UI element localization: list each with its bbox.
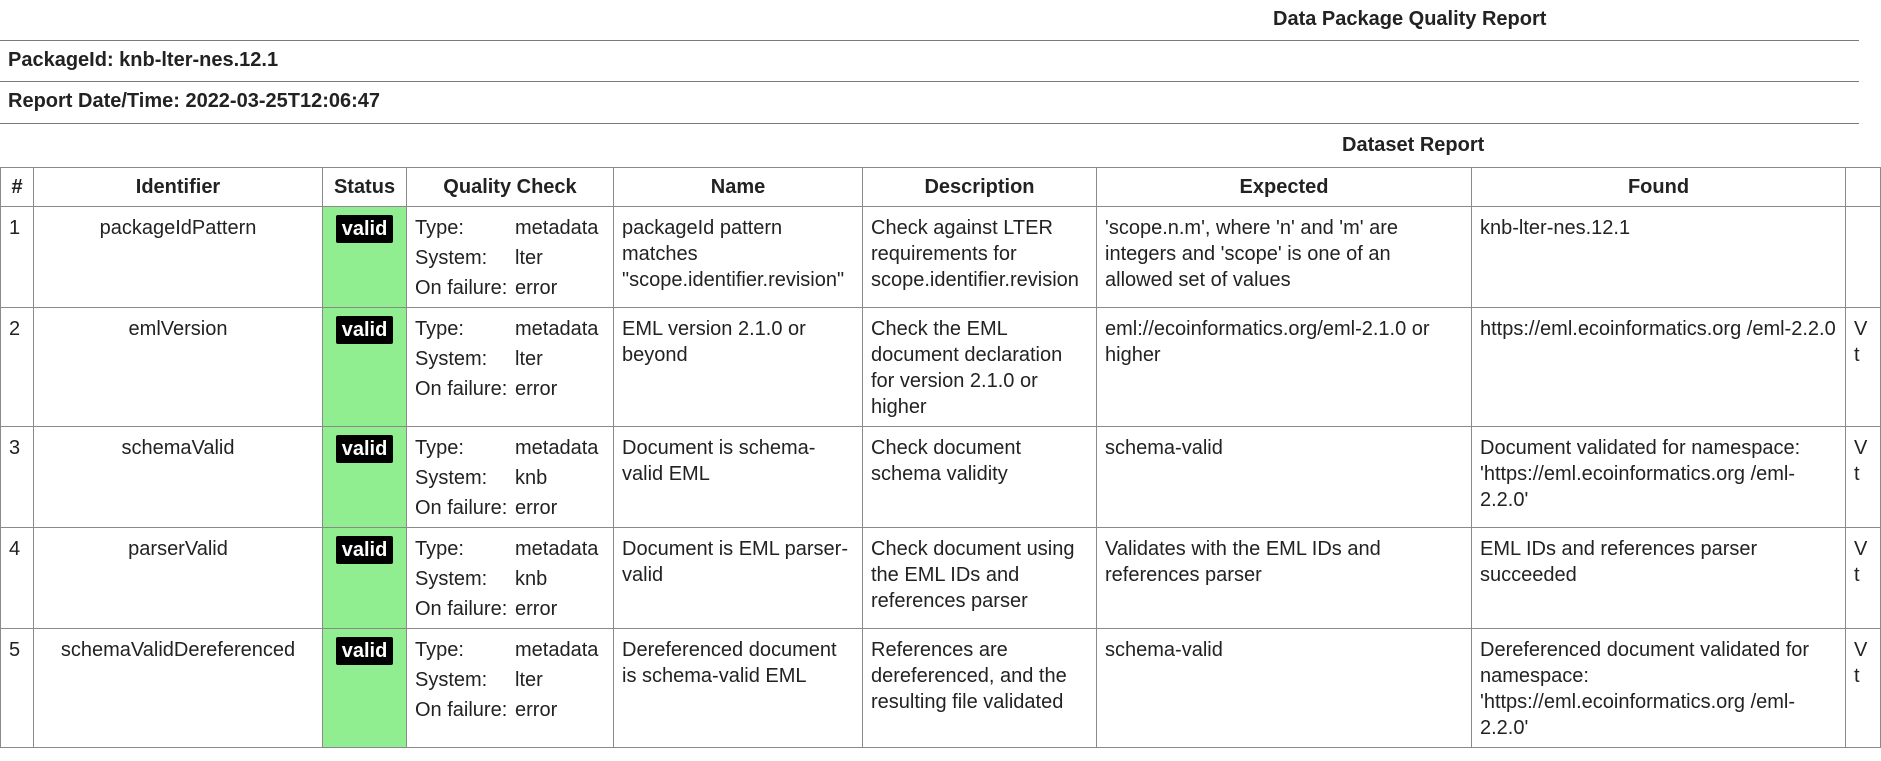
row-extra: V t xyxy=(1846,528,1881,629)
qc-on-failure-value: error xyxy=(515,598,558,620)
report-title: Data Package Quality Report xyxy=(1273,8,1547,30)
column-header-found: Found xyxy=(1472,168,1846,207)
qc-system-label: System: xyxy=(415,247,488,269)
qc-type-label: Type: xyxy=(415,217,464,239)
qc-system-label: System: xyxy=(415,568,488,590)
row-extra: V t xyxy=(1846,629,1881,748)
row-description: Check document using the EML IDs and references parser xyxy=(863,528,1097,629)
quality-report-table xyxy=(0,167,1881,748)
row-extra: V t xyxy=(1846,308,1881,427)
row-identifier: emlVersion xyxy=(34,308,323,427)
row-found: Dereferenced document validated for namespace: 'https://eml.ecoinformatics.org /eml-2.2.0' xyxy=(1472,629,1846,748)
quality-check-cell xyxy=(407,629,614,748)
row-identifier: parserValid xyxy=(34,528,323,629)
qc-type-value: metadata xyxy=(515,639,599,661)
row-extra xyxy=(1846,207,1881,308)
status-cell xyxy=(323,207,407,308)
qc-type-label: Type: xyxy=(415,318,464,340)
table-row xyxy=(1,528,1881,629)
qc-on-failure-label: On failure: xyxy=(415,378,508,400)
row-description: Check against LTER requirements for scope.identifier.revision xyxy=(863,207,1097,308)
status-badge: valid xyxy=(336,536,394,564)
qc-on-failure-value: error xyxy=(515,277,558,299)
row-number: 1 xyxy=(1,207,34,308)
table-header-row xyxy=(1,168,1881,207)
row-name: EML version 2.1.0 or beyond xyxy=(614,308,863,427)
column-header-quality-check: Quality Check xyxy=(407,168,614,207)
qc-type-label: Type: xyxy=(415,639,464,661)
quality-check-cell xyxy=(407,207,614,308)
qc-system-value: lter xyxy=(515,669,543,691)
status-cell xyxy=(323,427,407,528)
package-id-line: PackageId: knb-lter-nes.12.1 xyxy=(0,40,1859,80)
status-badge: valid xyxy=(336,637,394,665)
qc-type-value: metadata xyxy=(515,437,599,459)
qc-on-failure-label: On failure: xyxy=(415,277,508,299)
qc-type-value: metadata xyxy=(515,318,599,340)
row-name: Document is schema-valid EML xyxy=(614,427,863,528)
row-number: 3 xyxy=(1,427,34,528)
row-identifier: packageIdPattern xyxy=(34,207,323,308)
qc-on-failure-label: On failure: xyxy=(415,699,508,721)
qc-on-failure-value: error xyxy=(515,497,558,519)
status-cell xyxy=(323,308,407,427)
table-row xyxy=(1,629,1881,748)
section-header xyxy=(0,123,1859,168)
qc-system-value: knb xyxy=(515,467,548,489)
qc-type-label: Type: xyxy=(415,538,464,560)
status-badge: valid xyxy=(336,215,394,243)
status-cell xyxy=(323,528,407,629)
qc-type-value: metadata xyxy=(515,538,599,560)
row-name: Dereferenced document is schema-valid EML xyxy=(614,629,863,748)
row-identifier: schemaValid xyxy=(34,427,323,528)
qc-system-value: lter xyxy=(515,247,543,269)
qc-on-failure-value: error xyxy=(515,699,558,721)
status-badge: valid xyxy=(336,435,394,463)
row-number: 2 xyxy=(1,308,34,427)
table-row xyxy=(1,308,1881,427)
table-row xyxy=(1,427,1881,528)
row-expected: Validates with the EML IDs and references parser xyxy=(1097,528,1472,629)
qc-system-label: System: xyxy=(415,348,488,370)
quality-check-cell xyxy=(407,308,614,427)
qc-system-label: System: xyxy=(415,467,488,489)
column-header-name: Name xyxy=(614,168,863,207)
row-description: References are dereferenced, and the resulting file validated xyxy=(863,629,1097,748)
qc-on-failure-label: On failure: xyxy=(415,598,508,620)
row-description: Check the EML document declaration for version 2.1.0 or higher xyxy=(863,308,1097,427)
row-extra: V t xyxy=(1846,427,1881,528)
qc-type-label: Type: xyxy=(415,437,464,459)
column-header-extra xyxy=(1846,168,1881,207)
section-title: Dataset Report xyxy=(1342,134,1485,156)
row-expected: schema-valid xyxy=(1097,629,1472,748)
qc-on-failure-label: On failure: xyxy=(415,497,508,519)
column-header-expected: Expected xyxy=(1097,168,1472,207)
qc-type-value: metadata xyxy=(515,217,599,239)
quality-check-cell xyxy=(407,427,614,528)
qc-system-value: lter xyxy=(515,348,543,370)
row-description: Check document schema validity xyxy=(863,427,1097,528)
column-header-description: Description xyxy=(863,168,1097,207)
column-header-status: Status xyxy=(323,168,407,207)
column-header-identifier: Identifier xyxy=(34,168,323,207)
quality-check-cell xyxy=(407,528,614,629)
column-header-num: # xyxy=(1,168,34,207)
row-found: EML IDs and references parser succeeded xyxy=(1472,528,1846,629)
row-number: 4 xyxy=(1,528,34,629)
table-row xyxy=(1,207,1881,308)
row-name: packageId pattern matches "scope.identifier.revision" xyxy=(614,207,863,308)
status-cell xyxy=(323,629,407,748)
row-found: https://eml.ecoinformatics.org /eml-2.2.0 xyxy=(1472,308,1846,427)
row-name: Document is EML parser-valid xyxy=(614,528,863,629)
qc-system-label: System: xyxy=(415,669,488,691)
row-identifier: schemaValidDereferenced xyxy=(34,629,323,748)
row-number: 5 xyxy=(1,629,34,748)
qc-system-value: knb xyxy=(515,568,548,590)
row-expected: 'scope.n.m', where 'n' and 'm' are integers and 'scope' is one of an allowed set of values xyxy=(1097,207,1472,308)
report-date-line: Report Date/Time: 2022-03-25T12:06:47 xyxy=(0,81,1859,121)
row-found: knb-lter-nes.12.1 xyxy=(1472,207,1846,308)
row-found: Document validated for namespace: 'https://eml.ecoinformatics.org /eml-2.2.0' xyxy=(1472,427,1846,528)
row-expected: schema-valid xyxy=(1097,427,1472,528)
status-badge: valid xyxy=(336,316,394,344)
row-expected: eml://ecoinformatics.org/eml-2.1.0 or higher xyxy=(1097,308,1472,427)
qc-on-failure-value: error xyxy=(515,378,558,400)
